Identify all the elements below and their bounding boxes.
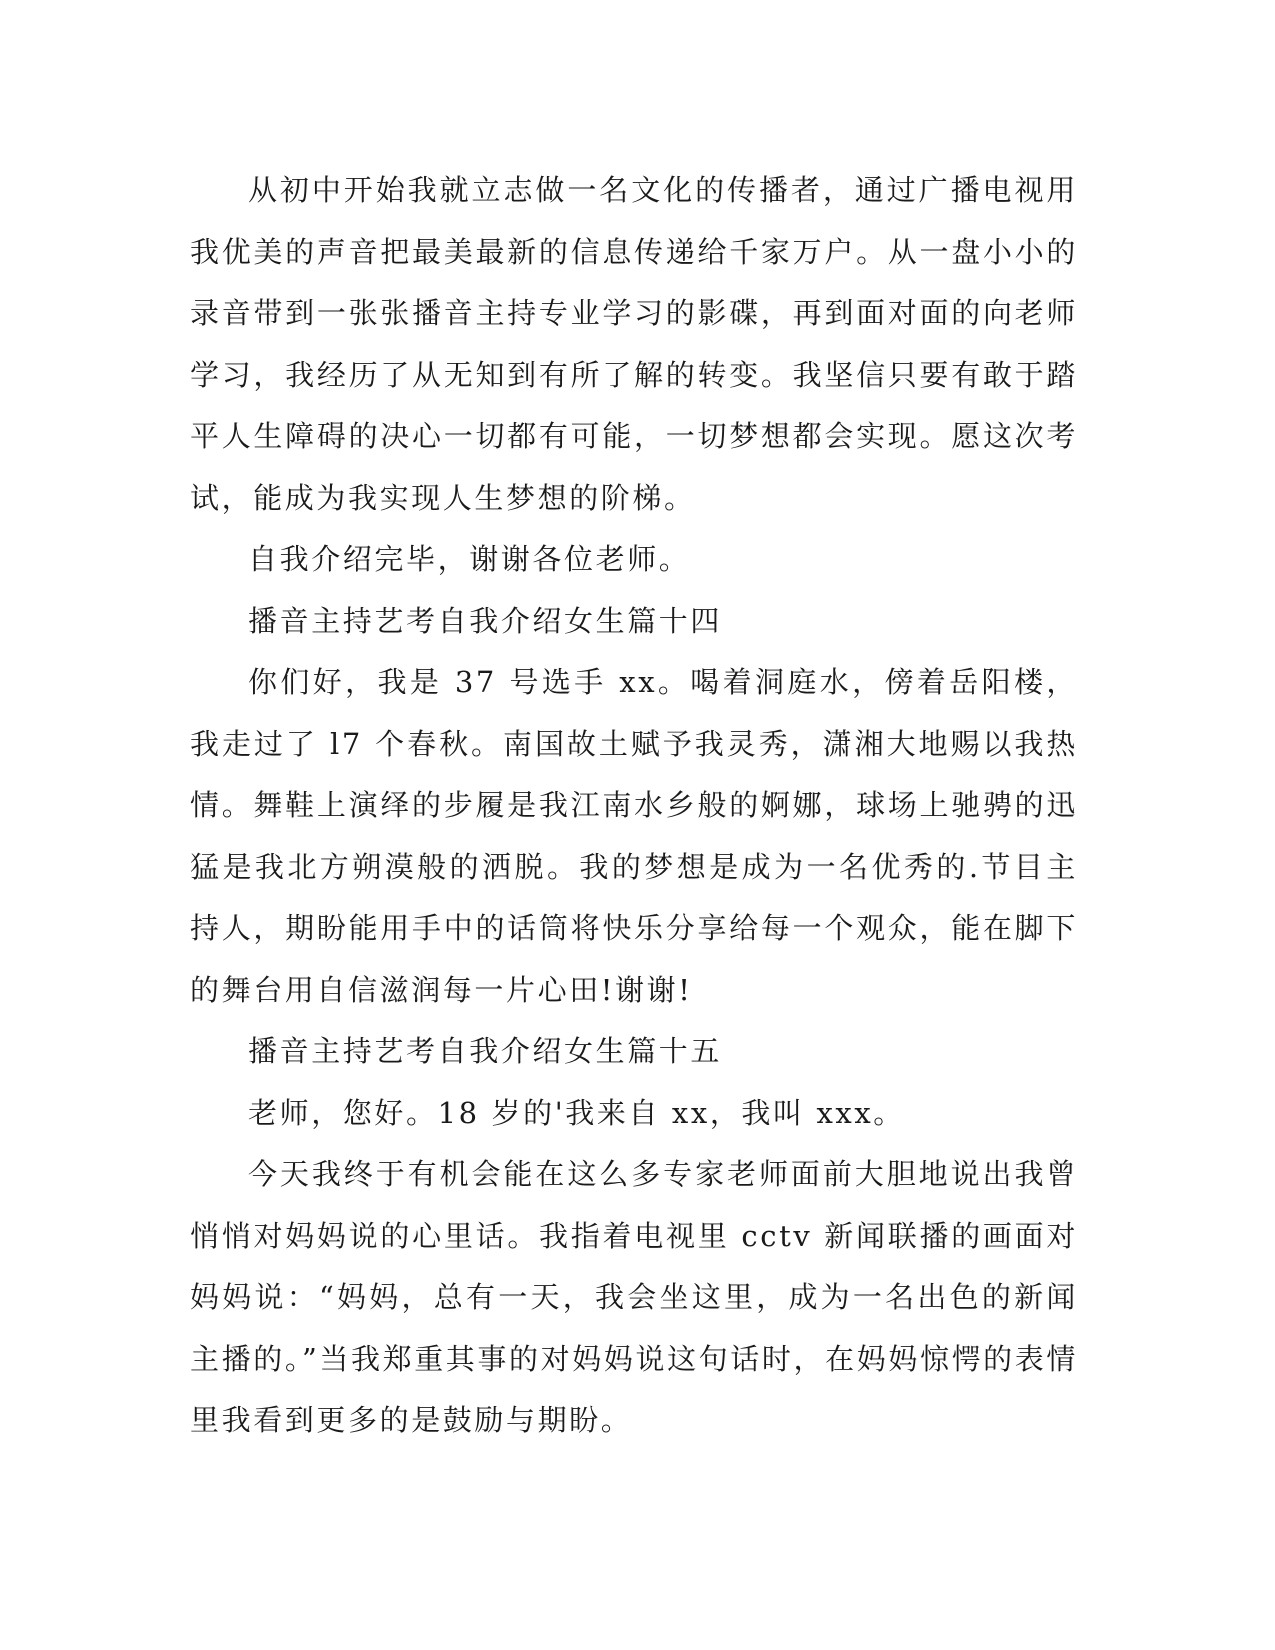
paragraph-closing-thanks: 自我介绍完毕，谢谢各位老师。 <box>248 542 691 576</box>
section-heading-14: 播音主持艺考自我介绍女生篇十四 <box>248 603 723 638</box>
paragraph-intro-14: 你们好，我是 37 号选手 xx。喝着洞庭水，傍着岳阳楼，我走过了 l7 个春秋。南国故土赋予我灵秀，潇湘大地赐以我热情。舞鞋上演绎的步履是我江南水乡般的婀娜，球场上驰骋的迅猛是我北方朔漠般的洒脱。我的梦想是成为一名优秀的.节目主持人，期盼能用手中的话筒将快乐分享给每一个观众，能在脚下的舞台用自信滋润每一片心田!谢谢! <box>190 665 1078 1007</box>
paragraph-story-15: 今天我终于有机会能在这么多专家老师面前大胆地说出我曾悄悄对妈妈说的心里话。我指着电视里 cctv 新闻联播的画面对妈妈说：“妈妈，总有一天，我会坐这里，成为一名出色的新闻主播的。”当我郑重其事的对妈妈说这句话时，在妈妈惊愕的表情里我看到更多的是鼓励与期盼。 <box>190 1157 1078 1437</box>
paragraph-greeting-15: 老师，您好。18 岁的'我来自 xx，我叫 xxx。 <box>248 1095 905 1130</box>
paragraph-career-dream: 从初中开始我就立志做一名文化的传播者，通过广播电视用我优美的声音把最美最新的信息传递给千家万户。从一盘小小的录音带到一张张播音主持专业学习的影碟，再到面对面的向老师学习，我经历了从无知到有所了解的转变。我坚信只要有敢于踏平人生障碍的决心一切都有可能，一切梦想都会实现。愿这次考试，能成为我实现人生梦想的阶梯。 <box>190 173 1078 515</box>
document-body <box>190 160 1078 1452</box>
section-heading-15: 播音主持艺考自我介绍女生篇十五 <box>248 1034 723 1068</box>
